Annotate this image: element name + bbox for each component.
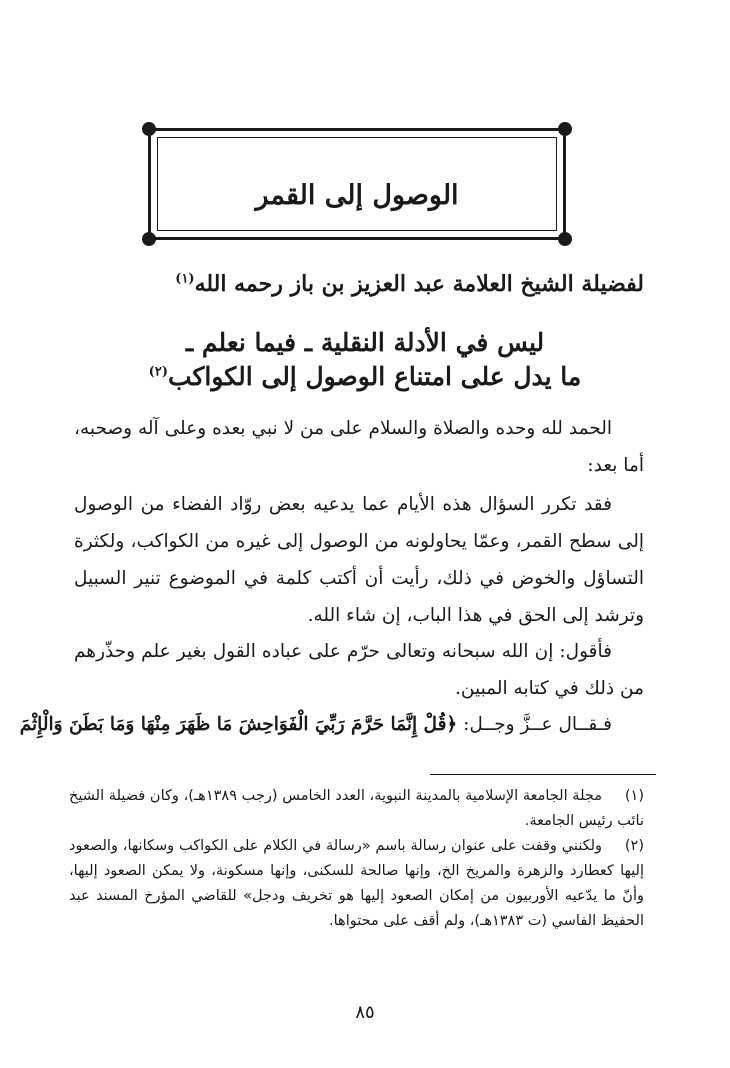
frame-corner-ornament bbox=[142, 232, 156, 246]
paragraph-opening: الحمد لله وحده والصلاة والسلام على من لا نبي بعده وعلى آله وصحبه، أما بعد: bbox=[74, 418, 644, 476]
footnote-number: (٢) bbox=[624, 838, 644, 854]
subtitle-line-2 bbox=[130, 358, 600, 396]
footnote-text: ولكنني وقفت على عنوان رسالة باسم «رسالة في الكلام على الكواكب وسكانها، والصعود إليها كعطارد والزهرة والمريخ الخ، وإنها صالحة للسكنى، وإنها مسكونة، ولا يمكن الصعود إليها، وأنّ ما يدّعيه الأوربيون من إمكان الصعود إليها هو تخريف ودجل» للقاضي المؤرخ المسند عبد الحفيظ الفاسي (ت ١٣٨٣هـ)، ولم أقف على محتواها. bbox=[69, 838, 644, 929]
footnote-2 bbox=[69, 834, 644, 934]
footnote-text: مجلة الجامعة الإسلامية بالمدينة النبوية، العدد الخامس (رجب ١٣٨٩هـ)، وكان فضيلة الشيخ نائب رئيس الجامعة. bbox=[69, 788, 644, 829]
author-attribution bbox=[84, 266, 644, 302]
frame-corner-ornament bbox=[558, 122, 572, 136]
paragraph-statement: فأقول: إن الله سبحانه وتعالى حرّم على عباده القول بغير علم وحذّرهم من ذلك في كتابه المبين. bbox=[74, 641, 644, 699]
paragraph-quran-quote bbox=[19, 706, 644, 743]
frame-corner-ornament bbox=[142, 122, 156, 136]
footnote-ref-1: (١) bbox=[175, 271, 195, 287]
footnote-number: (١) bbox=[624, 788, 644, 804]
chapter-title: الوصول إلى القمر bbox=[255, 180, 459, 211]
chapter-title-frame bbox=[148, 128, 566, 240]
author-text: لفضيلة الشيخ العلامة عبد العزيز بن باز رحمه الله bbox=[194, 271, 644, 297]
page-number: ٨٥ bbox=[355, 1002, 375, 1023]
footnote-ref-2: (٢) bbox=[148, 364, 168, 380]
subtitle-line-2-text: ما يدل على امتناع الوصول إلى الكواكب bbox=[167, 362, 582, 391]
footnote-separator bbox=[430, 774, 656, 775]
subtitle-line-1: ليس في الأدلة النقلية ـ فيما نعلم ـ bbox=[185, 328, 545, 357]
frame-corner-ornament bbox=[558, 232, 572, 246]
footnote-1 bbox=[69, 784, 644, 834]
quote-lead: فـقــال عــزَّ وجــل: bbox=[463, 714, 612, 735]
quran-verse: ﴿قُلْ إِنَّمَا حَرَّمَ رَبِّيَ الْفَوَاحِشَ مَا ظَهَرَ مِنْهَا وَمَا بَطَنَ وَالْإِثْمَ bbox=[19, 714, 458, 735]
paragraph-question: فقد تكرر السؤال هذه الأيام عما يدعيه بعض روّاد الفضاء من الوصول إلى سطح القمر، وعمّا يحاولونه من الوصول إلى غيره من الكواكب، ولكثرة التساؤل والخوض في ذلك، رأيت أن أكتب كلمة في الموضوع تنير السبيل وترشد إلى الحق في هذا الباب، إن شاء الله. bbox=[74, 494, 644, 626]
